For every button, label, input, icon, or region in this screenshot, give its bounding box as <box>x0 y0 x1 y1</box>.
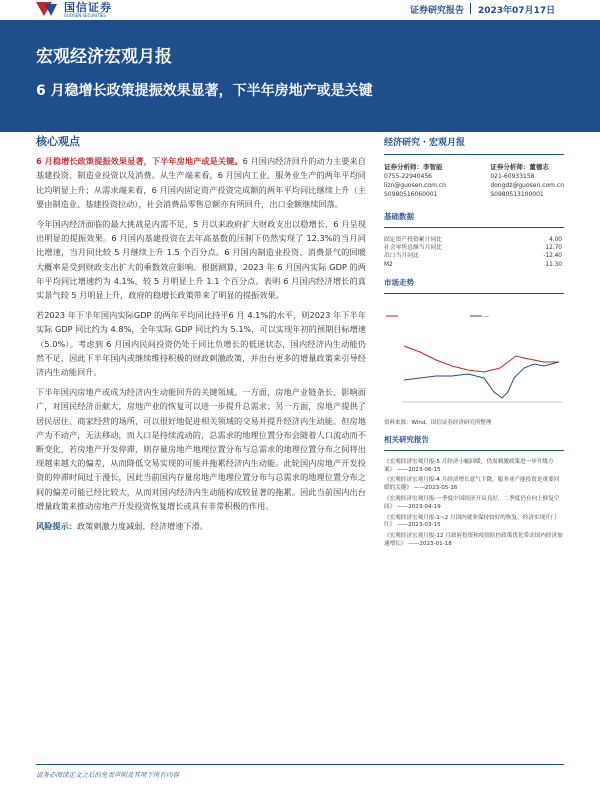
series-blue-line <box>404 362 559 398</box>
guosen-logo <box>36 0 112 20</box>
risk-text: 政策刺激力度减弱，经济增速下滑。 <box>76 521 208 532</box>
stat-label: 社会零售总额当月同比 <box>384 245 442 252</box>
footer-divider <box>36 764 564 765</box>
analyst-email[interactable]: lizn@guosen.com.cn <box>384 182 446 189</box>
analyst-phone: 0755-22940456 <box>384 173 432 180</box>
header-divider <box>470 3 471 14</box>
series-red-line <box>404 346 559 372</box>
analyst-name: 证券分析师：董德志 <box>490 163 549 171</box>
related-report[interactable] <box>384 459 564 475</box>
title-banner <box>0 20 600 132</box>
stat-row <box>384 236 564 244</box>
stat-value: 11.30 <box>545 261 562 268</box>
paragraph-4: 下半年国内房地产或成为经济内生动能回升的关键领域。一方面，房地产业链条长、影响面广，对国民经济贡献大，房地产业的恢复可以进一步提升总需求；另一方面，房地产提供了居民居住、商家经营的场所，可以很好地促进相关领域的交易并提升经济内生动能。但房地产为不动产，无法移动，而人口是持续流动的，总需求的地理位置分布会随着人口流动而不断变化，若房地产开发停滞，则存量房地产地理位置分布与总需求的地理位置分布之间将出现越来越大的偏差，从而降低交易实现的可能并拖累经济内生动能。此轮国内房地产开发投资的停滞时间过于漫长，因此当前国内存量房地产地理位置分布与总需求的地理位置分布之间的偏差可能已经比较大，从而对国内经济内生动能构成较显著的拖累。因此当前国内出台增量政策来推动房地产开发投资恢复增长或具有非常积极的作用。 <box>36 387 366 511</box>
related-report-date: ——2023-06-15 <box>396 466 441 473</box>
report-type: 证券研究报告 <box>410 6 465 16</box>
stat-value: -12.40 <box>543 253 562 260</box>
stats-table <box>384 236 564 269</box>
related-report[interactable] <box>384 477 564 493</box>
main-content <box>36 135 366 539</box>
related-title: 相关研究报告 <box>384 434 429 444</box>
stats-title: 基础数据 <box>384 212 414 221</box>
related-report-date: ——2023-05-16 <box>413 485 458 492</box>
stat-value: 12.70 <box>545 245 562 252</box>
analyst-email[interactable]: dongdz@guosen.com.cn <box>490 182 564 189</box>
related-report[interactable] <box>384 515 564 531</box>
analyst-card <box>384 163 446 199</box>
stat-label: 出口当月同比 <box>384 253 419 260</box>
market-trend-chart <box>384 302 564 412</box>
analyst-license: S0980513100001 <box>490 191 544 198</box>
stat-label: 固定资产投资累计同比 <box>384 237 442 243</box>
chart-source: 资料来源：Wind、国信证券经济研究所整理 <box>384 419 492 426</box>
risk-label: 风险提示： <box>36 521 77 532</box>
paragraph-2: 今年国内经济面临的最大挑战是内需不足，5 月以来政府扩大财政支出以稳增长，6 月呈现出明显的提振效果。6 月国内基建投资在去年高基数的压制下仍然实现了 12.3%的当月同比增速，当月同比较 5 月继续上升 1.5 个百分点。6 月国内制造业投资、消费景气的回暖大概率是受到财政支出扩大的乘数效应影响。根据测算，2023 年 6 月国内实际 GDP 的两年平均同比增速约为 4.1%，较 5 月明显上升 1.1 个百分点。表明 6 月国内经济增长的真实景气较 5 月明显上升，政府的稳增长政策带来了明显的提振效果。 <box>36 219 366 301</box>
report-date: 2023年07月17日 <box>478 6 556 16</box>
related-report-title[interactable]: 《宏观经济宏观月报-1~2 月国内就业保持较好的恢复，经济实现开门红》 <box>384 514 557 529</box>
related-list <box>384 459 564 549</box>
stat-label: M2 <box>384 261 393 268</box>
sidebar-title: 经济研究・宏观月报 <box>384 138 466 148</box>
stat-row <box>384 244 564 252</box>
stat-value: 4.00 <box>549 237 562 243</box>
related-report-title[interactable]: 《宏观经济宏观月报-一季度中国经济开局良好，二季度仍有向上修复空间》 <box>384 496 560 510</box>
sidebar-divider <box>384 154 564 155</box>
report-subtitle: 6 月稳增长政策提振效果显著，下半年房地产或是关键 <box>36 83 373 99</box>
related-report-date: ——2023-01-18 <box>408 540 452 547</box>
chart-title: 市场走势 <box>384 277 414 287</box>
analyst-phone: 021-60933158 <box>490 173 535 180</box>
analyst-card <box>490 163 564 199</box>
related-report-title[interactable]: 《宏观经济宏观月报-4 月经济增长意气下降，服务业产能投资是重要回暖的关键》 <box>384 477 560 492</box>
stat-row <box>384 252 564 260</box>
paragraph-1-text: 6 月国内经济回升的动力主要来自基建投资、制造业投资以及消费。从生产端来看，6 月国内工业、服务业生产的两年平均同比均明显上升；从需求端来看，6 月国内固定资产投资完成额的两年平均同比继续上升（主要由制造业、基建投资拉动），社会消费品零售总额亦有所回升，出口金额继续回落。 <box>36 156 366 209</box>
analyst-list <box>384 163 564 199</box>
stats-divider <box>384 227 564 228</box>
logo-name-en: GUOSEN SECURITIES <box>64 13 106 18</box>
related-report-title[interactable]: 《宏观经济宏观月报-12 月政府投资和疫情防控政策优化带动国内经济加速增长》 <box>384 533 563 547</box>
logo-name: 国信证券 <box>64 1 112 14</box>
related-report[interactable] <box>384 496 564 512</box>
stat-row <box>384 261 564 269</box>
sidebar <box>384 135 564 552</box>
top-bar <box>0 0 600 20</box>
analyst-name: 证券分析师：李智能 <box>384 163 443 171</box>
related-report[interactable] <box>384 533 564 549</box>
report-title: 宏观经济宏观月报 <box>36 47 172 67</box>
related-report-date: ——2023-03-15 <box>396 522 441 529</box>
chart-divider <box>384 293 564 294</box>
market-trend-svg <box>384 302 564 412</box>
related-report-title[interactable]: 《宏观经济宏观月报-5 月经济小幅回暖，仍需刺激政策进一步升级方案》 <box>384 458 554 473</box>
section-title: 核心观点 <box>36 135 80 148</box>
related-divider <box>384 450 564 451</box>
paragraph-3: 若2023 年下半年国内实际GDP 的两年平均同比持平6 月 4.1%的水平，则2023 年下半年实际 GDP 同比约为 4.8%，全年实际 GDP 同比约为 5.1%，可以实现年初的预期目标增速（5.0%）。考虑到 6 月国内民间投资仍处于同比负增长的低迷状态，国内经济内生动能仍然不足，因此下半年国内或继续维持积极的财政刺激政策，并出台更多的增量政策来引导经济内生动能回升。 <box>36 310 366 378</box>
legend-label: — <box>484 313 489 320</box>
paragraph-1 <box>36 154 366 211</box>
related-report-date: ——2023-04-19 <box>396 503 441 510</box>
risk-warning <box>36 519 366 533</box>
key-point: 6 月稳增长政策提振效果显著，下半年房地产或是关键。 <box>36 156 243 167</box>
analyst-license: S0980516060001 <box>384 191 438 198</box>
logo-mark-icon <box>36 2 58 18</box>
footer-disclaimer: 请务必阅读正文之后的免责声明及其项下所有内容 <box>36 771 179 779</box>
